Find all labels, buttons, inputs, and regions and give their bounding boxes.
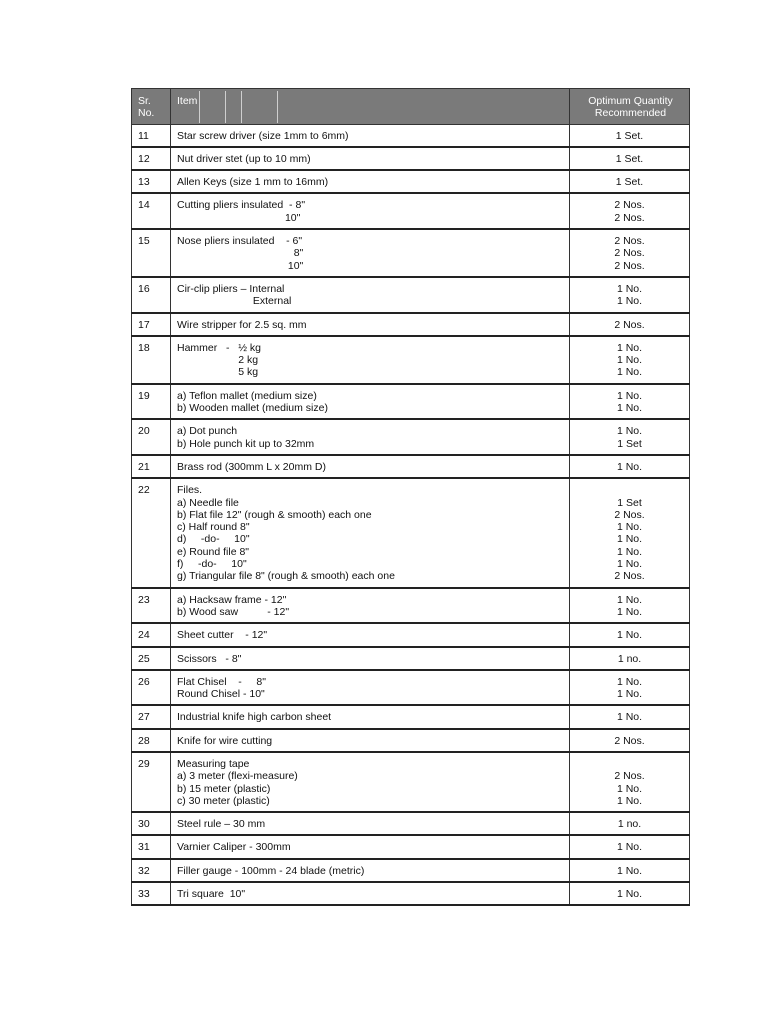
header-item-cell bbox=[177, 95, 565, 107]
table-row bbox=[132, 623, 690, 646]
item-line: Filler gauge - 100mm - 24 blade (metric) bbox=[177, 864, 365, 877]
qty-cell bbox=[570, 313, 690, 336]
qty-cell bbox=[570, 384, 690, 420]
sr-no: 28 bbox=[138, 734, 150, 747]
item-cell bbox=[171, 859, 570, 882]
item-cell bbox=[171, 812, 570, 835]
item-line: Flat Chisel - 8" bbox=[177, 675, 266, 688]
sr-no-cell bbox=[132, 384, 171, 420]
sr-no-cell bbox=[132, 193, 171, 229]
qty-line: 2 Nos. bbox=[614, 259, 645, 272]
qty-cell bbox=[570, 455, 690, 478]
table-row bbox=[132, 124, 690, 147]
qty-line: 2 Nos. bbox=[614, 199, 645, 212]
qty-line: 1 No. bbox=[616, 888, 643, 901]
qty-line bbox=[572, 484, 687, 496]
sr-no: 27 bbox=[138, 711, 150, 724]
qty-cell bbox=[570, 229, 690, 277]
table-row bbox=[132, 478, 690, 587]
item-cell bbox=[171, 170, 570, 193]
item-cell bbox=[171, 705, 570, 728]
item-line: c) 30 meter (plastic) bbox=[177, 794, 270, 807]
sr-no: 19 bbox=[138, 389, 150, 402]
item-cell bbox=[171, 336, 570, 384]
sr-no-cell bbox=[132, 336, 171, 384]
table-row bbox=[132, 419, 690, 455]
qty-cell bbox=[570, 419, 690, 455]
qty-line: 2 Nos. bbox=[614, 734, 645, 747]
qty-line: 1 No. bbox=[616, 282, 643, 295]
sr-no-cell bbox=[132, 455, 171, 478]
header-divider bbox=[225, 91, 226, 123]
sr-no-cell bbox=[132, 812, 171, 835]
qty-cell bbox=[570, 752, 690, 812]
table-row bbox=[132, 705, 690, 728]
qty-line: 1 No. bbox=[616, 841, 643, 854]
sr-no-cell bbox=[132, 882, 171, 905]
qty-line: 1 Set. bbox=[615, 129, 644, 142]
table-row bbox=[132, 670, 690, 706]
qty-cell bbox=[570, 882, 690, 905]
item-line: Round Chisel - 10" bbox=[177, 688, 265, 701]
qty-cell bbox=[570, 193, 690, 229]
sr-no-cell bbox=[132, 752, 171, 812]
item-line: Allen Keys (size 1 mm to 16mm) bbox=[177, 176, 329, 189]
item-line: b) Wood saw - 12" bbox=[177, 605, 290, 618]
item-cell bbox=[171, 647, 570, 670]
table-row bbox=[132, 455, 690, 478]
header-qty-text: Optimum Quantity Recommended bbox=[588, 95, 673, 120]
sr-no: 15 bbox=[138, 235, 150, 248]
item-line: 8" bbox=[177, 247, 304, 260]
tools-table bbox=[131, 88, 690, 906]
qty-line: 1 Set bbox=[617, 496, 642, 509]
qty-cell bbox=[570, 124, 690, 147]
qty-line: 1 No. bbox=[616, 688, 643, 701]
qty-cell bbox=[570, 705, 690, 728]
sr-no-cell bbox=[132, 313, 171, 336]
qty-line: 1 No. bbox=[616, 545, 643, 558]
qty-cell bbox=[570, 336, 690, 384]
qty-cell bbox=[570, 859, 690, 882]
sr-no: 30 bbox=[138, 818, 150, 831]
item-line: b) Wooden mallet (medium size) bbox=[177, 402, 328, 415]
item-cell bbox=[171, 229, 570, 277]
table-row bbox=[132, 752, 690, 812]
item-line: f) -do- 10" bbox=[177, 558, 247, 571]
item-line: Cir-clip pliers – Internal bbox=[177, 282, 285, 295]
qty-cell bbox=[570, 170, 690, 193]
item-cell bbox=[171, 313, 570, 336]
table-row bbox=[132, 588, 690, 624]
qty-line: 1 No. bbox=[616, 558, 643, 571]
sr-no-cell bbox=[132, 419, 171, 455]
item-line: Brass rod (300mm L x 20mm D) bbox=[177, 460, 326, 473]
header-divider bbox=[199, 91, 200, 123]
qty-line: 1 No. bbox=[616, 864, 643, 877]
table-body bbox=[132, 124, 690, 905]
item-line: b) 15 meter (plastic) bbox=[177, 782, 271, 795]
sr-no: 16 bbox=[138, 282, 150, 295]
item-cell bbox=[171, 277, 570, 313]
qty-line: 1 No. bbox=[616, 402, 643, 415]
qty-line: 1 No. bbox=[616, 295, 643, 308]
table-row bbox=[132, 193, 690, 229]
item-line: a) Needle file bbox=[177, 496, 239, 509]
sr-no: 18 bbox=[138, 341, 150, 354]
item-cell bbox=[171, 623, 570, 646]
sr-no: 25 bbox=[138, 652, 150, 665]
qty-line: 2 Nos. bbox=[614, 318, 645, 331]
table-row bbox=[132, 882, 690, 905]
item-line: a) Dot punch bbox=[177, 425, 238, 438]
item-cell bbox=[171, 384, 570, 420]
item-line: Wire stripper for 2.5 sq. mm bbox=[177, 318, 307, 331]
sr-no: 33 bbox=[138, 888, 150, 901]
sr-no-cell bbox=[132, 588, 171, 624]
table-row bbox=[132, 147, 690, 170]
qty-line: 1 No. bbox=[616, 366, 643, 379]
header-divider bbox=[241, 91, 242, 123]
qty-line: 2 Nos. bbox=[614, 211, 645, 224]
sr-no: 22 bbox=[138, 484, 150, 497]
sr-no: 20 bbox=[138, 425, 150, 438]
item-line: Files. bbox=[177, 484, 203, 497]
item-line: 5 kg bbox=[177, 366, 259, 379]
qty-cell bbox=[570, 588, 690, 624]
sr-no-cell bbox=[132, 835, 171, 858]
item-cell bbox=[171, 147, 570, 170]
qty-cell bbox=[570, 670, 690, 706]
qty-line: 1 No. bbox=[616, 675, 643, 688]
qty-cell bbox=[570, 647, 690, 670]
item-line: Scissors - 8" bbox=[177, 652, 242, 665]
sr-no-cell bbox=[132, 859, 171, 882]
table-row bbox=[132, 835, 690, 858]
sr-no: 14 bbox=[138, 199, 150, 212]
table-header bbox=[132, 89, 690, 125]
item-line: Nose pliers insulated - 6" bbox=[177, 235, 303, 248]
sr-no-cell bbox=[132, 729, 171, 752]
sr-no: 29 bbox=[138, 757, 150, 770]
qty-cell bbox=[570, 623, 690, 646]
item-line: 2 kg bbox=[177, 354, 259, 367]
sr-no-cell bbox=[132, 647, 171, 670]
item-line: 10" bbox=[177, 259, 304, 272]
qty-line: 1 No. bbox=[616, 605, 643, 618]
qty-line bbox=[572, 758, 687, 770]
table-row bbox=[132, 277, 690, 313]
qty-line: 1 no. bbox=[617, 818, 642, 831]
sr-no-cell bbox=[132, 277, 171, 313]
sr-no: 31 bbox=[138, 841, 150, 854]
sr-no-cell bbox=[132, 623, 171, 646]
sr-no: 13 bbox=[138, 176, 150, 189]
item-line: Measuring tape bbox=[177, 757, 250, 770]
qty-line: 1 No. bbox=[616, 711, 643, 724]
qty-line: 1 No. bbox=[616, 521, 643, 534]
qty-line: 1 No. bbox=[616, 341, 643, 354]
header-sr-no-text: Sr. No. bbox=[138, 95, 155, 120]
sr-no: 24 bbox=[138, 629, 150, 642]
sr-no: 12 bbox=[138, 152, 150, 165]
table-row bbox=[132, 729, 690, 752]
sr-no-cell bbox=[132, 705, 171, 728]
table-row bbox=[132, 170, 690, 193]
item-cell bbox=[171, 455, 570, 478]
qty-line: 1 No. bbox=[616, 593, 643, 606]
sr-no: 23 bbox=[138, 593, 150, 606]
item-cell bbox=[171, 419, 570, 455]
qty-line: 2 Nos. bbox=[614, 235, 645, 248]
item-line: Varnier Caliper - 300mm bbox=[177, 841, 291, 854]
table-row bbox=[132, 229, 690, 277]
qty-cell bbox=[570, 277, 690, 313]
item-cell bbox=[171, 193, 570, 229]
table-row bbox=[132, 812, 690, 835]
table-row bbox=[132, 336, 690, 384]
qty-line: 1 No. bbox=[616, 782, 643, 795]
qty-line: 1 No. bbox=[616, 794, 643, 807]
qty-line: 1 Set bbox=[617, 437, 642, 450]
item-cell bbox=[171, 670, 570, 706]
item-line: a) 3 meter (flexi-measure) bbox=[177, 770, 298, 783]
item-cell bbox=[171, 835, 570, 858]
item-cell bbox=[171, 752, 570, 812]
header-qty bbox=[570, 89, 690, 125]
qty-line: 1 No. bbox=[616, 425, 643, 438]
item-line: External bbox=[177, 295, 292, 308]
sr-no-cell bbox=[132, 170, 171, 193]
item-line: 10" bbox=[177, 211, 301, 224]
item-line: a) Hacksaw frame - 12" bbox=[177, 593, 287, 606]
item-line: Star screw driver (size 1mm to 6mm) bbox=[177, 129, 349, 142]
item-line: b) Hole punch kit up to 32mm bbox=[177, 437, 315, 450]
item-line: Industrial knife high carbon sheet bbox=[177, 711, 332, 724]
sr-no-cell bbox=[132, 229, 171, 277]
item-cell bbox=[171, 124, 570, 147]
qty-line: 2 Nos. bbox=[614, 570, 645, 583]
item-cell bbox=[171, 588, 570, 624]
qty-line: 1 No. bbox=[616, 629, 643, 642]
item-line: c) Half round 8" bbox=[177, 521, 250, 534]
header-sr-no bbox=[132, 89, 171, 125]
item-line: Hammer - ½ kg bbox=[177, 341, 262, 354]
sr-no: 32 bbox=[138, 864, 150, 877]
item-cell bbox=[171, 882, 570, 905]
item-cell bbox=[171, 478, 570, 587]
item-line: e) Round file 8" bbox=[177, 545, 250, 558]
header-item-text: Item bbox=[177, 95, 198, 107]
header-divider bbox=[277, 91, 278, 123]
sr-no: 11 bbox=[138, 129, 149, 142]
item-line: Cutting pliers insulated - 8" bbox=[177, 199, 306, 212]
item-line: Knife for wire cutting bbox=[177, 734, 273, 747]
qty-line: 2 Nos. bbox=[614, 770, 645, 783]
table-row bbox=[132, 647, 690, 670]
item-line: a) Teflon mallet (medium size) bbox=[177, 389, 317, 402]
sr-no-cell bbox=[132, 147, 171, 170]
table-row bbox=[132, 859, 690, 882]
item-cell bbox=[171, 729, 570, 752]
item-line: g) Triangular file 8" (rough & smooth) each one bbox=[177, 570, 395, 583]
qty-line: 1 Set. bbox=[615, 152, 644, 165]
sr-no: 26 bbox=[138, 675, 150, 688]
qty-line: 2 Nos. bbox=[614, 247, 645, 260]
sr-no-cell bbox=[132, 478, 171, 587]
qty-cell bbox=[570, 812, 690, 835]
item-line: Nut driver stet (up to 10 mm) bbox=[177, 152, 311, 165]
table-row bbox=[132, 313, 690, 336]
sr-no-cell bbox=[132, 670, 171, 706]
qty-line: 1 No. bbox=[616, 460, 643, 473]
sr-no: 21 bbox=[138, 460, 150, 473]
item-line: Steel rule – 30 mm bbox=[177, 818, 266, 831]
table-row bbox=[132, 384, 690, 420]
qty-line: 1 No. bbox=[616, 389, 643, 402]
qty-line: 2 Nos. bbox=[614, 508, 645, 521]
item-line: Sheet cutter - 12" bbox=[177, 629, 268, 642]
qty-line: 1 Set. bbox=[615, 176, 644, 189]
sr-no-cell bbox=[132, 124, 171, 147]
qty-line: 1 No. bbox=[616, 354, 643, 367]
item-line: d) -do- 10" bbox=[177, 533, 250, 546]
sr-no: 17 bbox=[138, 318, 150, 331]
qty-cell bbox=[570, 835, 690, 858]
qty-cell bbox=[570, 478, 690, 587]
item-line: b) Flat file 12" (rough & smooth) each one bbox=[177, 508, 372, 521]
header-item bbox=[171, 89, 570, 125]
item-line: Tri square 10" bbox=[177, 888, 246, 901]
qty-line: 1 no. bbox=[617, 652, 642, 665]
qty-cell bbox=[570, 729, 690, 752]
qty-cell bbox=[570, 147, 690, 170]
qty-line: 1 No. bbox=[616, 533, 643, 546]
